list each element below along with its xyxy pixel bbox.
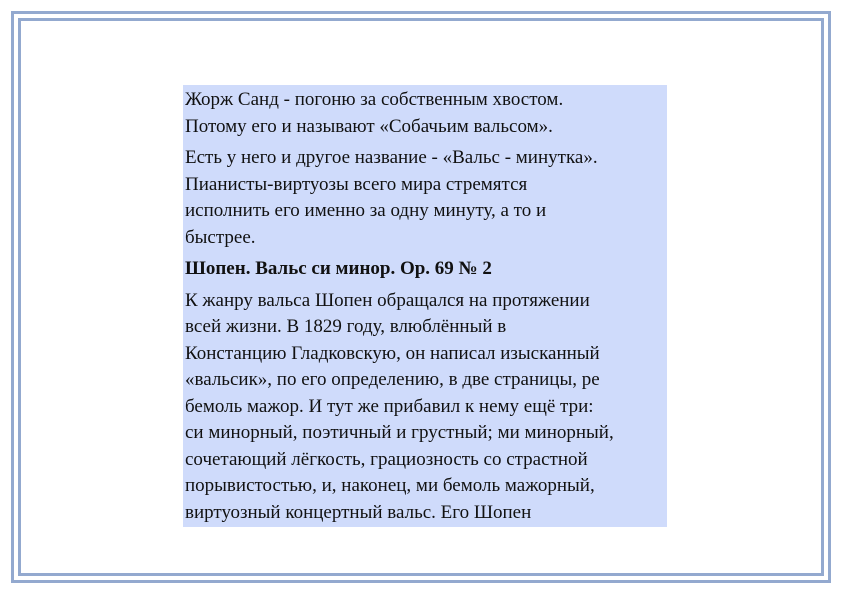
text-line: «вальсик», по его определению, в две страницы, ре (185, 369, 600, 390)
text-line: Потому его и называют «Собачьим вальсом». (185, 115, 553, 137)
section-heading (185, 256, 667, 283)
paragraph-dog-waltz (185, 87, 667, 140)
text-line: Жорж Санд - погоню за собственным хвостом. (185, 89, 564, 110)
text-line: бемоль мажор. И тут же прибавил к нему ещё три: (185, 395, 594, 417)
text-line: исполнить его именно за одну минуту, а то и (185, 200, 547, 221)
text-line: Констанцию Гладковскую, он написал изысканный (185, 342, 600, 364)
paragraph-minute-waltz (185, 145, 667, 251)
text-line: си минорный, поэтичный и грустный; ми минорный, (185, 422, 614, 443)
text-line: всей жизни. В 1829 году, влюблённый в (185, 316, 507, 337)
text-line: виртуозный концертный вальс. Его Шопен (185, 501, 532, 523)
text-line: быстрее. (185, 226, 256, 248)
paragraph-waltz-history (185, 288, 667, 527)
heading-line: Шопен. Вальс си минор. Op. 69 № 2 (185, 258, 492, 279)
text-line: К жанру вальса Шопен обращался на протяжении (185, 289, 590, 311)
text-line: порывистостью, и, наконец, ми бемоль мажорный, (185, 475, 595, 496)
text-line: Пианисты-виртуозы всего мира стремятся (185, 173, 528, 195)
text-line: сочетающий лёгкость, грациозность со страстной (185, 448, 588, 470)
text-line: Есть у него и другое название - «Вальс - минутка». (185, 147, 598, 168)
text-box (183, 85, 667, 527)
